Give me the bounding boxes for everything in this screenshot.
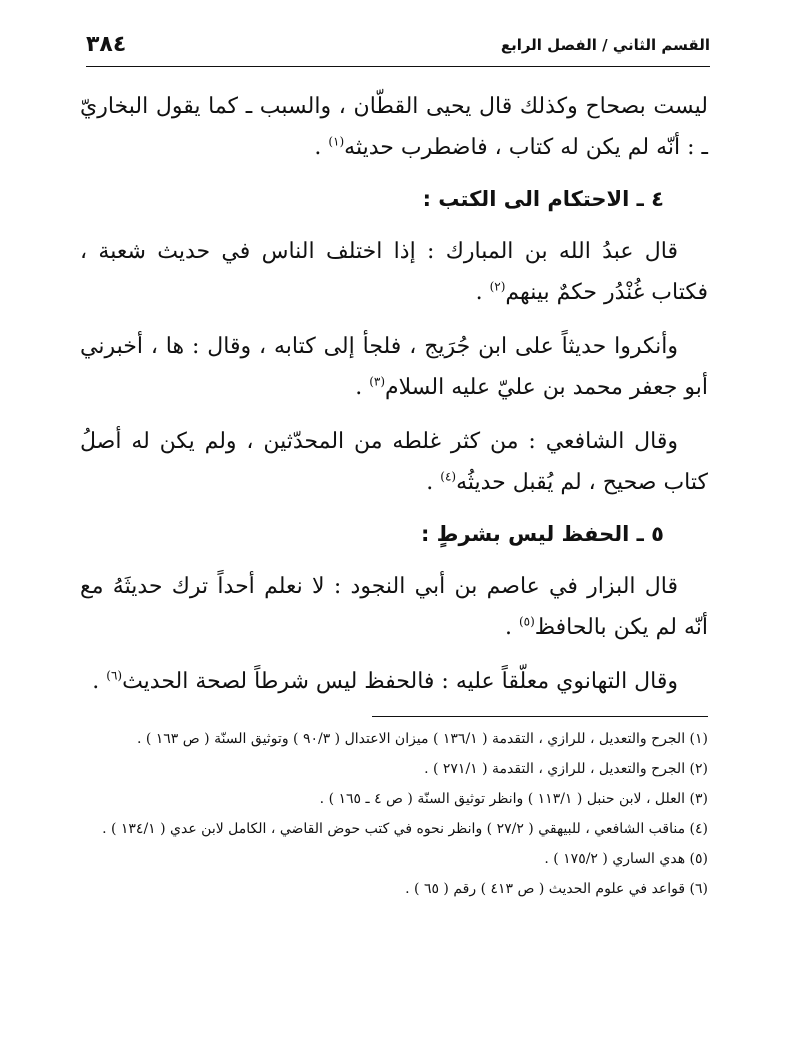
footnote-4: (٤) مناقب الشافعي ، للبيهقي ( ٢٧/٢ ) وانظر نحوه في كتب حوض القاضي ، الكامل لابن عدي ( ١٣٤/١ ) . [102,821,708,837]
paragraph-1 [80,86,708,168]
paragraph-1-text: ليست بصحاح وكذلك قال يحيى القطّان ، والسبب ـ كما يقول البخاريّ ـ : أنّه لم يكن له كتاب ، فاضطرب حديثه [80,94,708,160]
paragraph-4-end: . [426,470,441,495]
paragraph-2-text: قال عبدُ الله بن المبارك : إذا اختلف الناس في حديث شعبة ، فكتاب غُنْدُر حكمٌ بينهم [80,239,708,305]
paragraph-5-text: قال البزار في عاصم بن أبي النجود : لا نعلم أحداً ترك حديثَهُ مع أنّه لم يكن بالحافظ [80,574,708,640]
page-number: ٣٨٤ [86,32,127,57]
running-header [86,32,710,67]
footnote-ref-1: (١) [328,134,345,149]
paragraph-4 [80,421,708,503]
paragraph-6 [80,661,708,702]
paragraph-4-text: وقال الشافعي : من كثر غلطه من المحدّثين ، ولم يكن له أصلُ كتاب صحيح ، لم يُقبل حديثُه [80,429,708,495]
footnotes [84,724,708,904]
footnote-divider [372,716,708,717]
section-heading-4: ٤ ـ الاحتكام الى الكتب : [422,187,664,211]
paragraph-6-end: . [92,669,107,694]
section-heading-5: ٥ ـ الحفظ ليس بشرطٍ : [420,522,664,546]
footnote-2: (٢) الجرح والتعديل ، للرازي ، التقدمة ( ٢٧١/١ ) . [424,761,708,777]
footnote-6: (٦) قواعد في علوم الحديث ( ص ٤١٣ ) رقم ( ٦٥ ) . [405,881,708,897]
paragraph-3-end: . [355,375,370,400]
paragraph-3 [80,326,708,408]
main-text [80,86,708,715]
paragraph-6-text: وقال التهانوي معلّقاً عليه : فالحفظ ليس شرطاً لصحة الحديث [122,669,678,694]
footnote-ref-3: (٣) [369,374,386,389]
footnote-5: (٥) هدي الساري ( ١٧٥/٢ ) . [544,851,708,867]
footnote-ref-5: (٥) [518,614,535,629]
footnote-ref-6: (٦) [106,668,123,683]
paragraph-5-end: . [504,615,519,640]
paragraph-3-text: وأنكروا حديثاً على ابن جُرَيج ، فلجأ إلى كتابه ، وقال : ها ، أخبرني أبو جعفر محمد بن عليّ عليه السلام [80,334,708,400]
footnote-1: (١) الجرح والتعديل ، للرازي ، التقدمة ( ١٣٦/١ ) ميزان الاعتدال ( ٩٠/٣ ) وتوثيق السنّة ( ص ١٦٣ ) . [136,731,708,747]
paragraph-2-end: . [475,280,490,305]
footnote-ref-4: (٤) [440,469,457,484]
paragraph-2 [80,231,708,313]
header-title: القسم الثاني / الفصل الرابع [500,36,710,54]
paragraph-1-end: . [314,135,329,160]
paragraph-5 [80,566,708,648]
footnote-3: (٣) العلل ، لابن حنبل ( ١١٣/١ ) وانظر توثيق السنّة ( ص ٤ ـ ١٦٥ ) . [319,791,708,807]
footnote-ref-2: (٢) [489,279,506,294]
